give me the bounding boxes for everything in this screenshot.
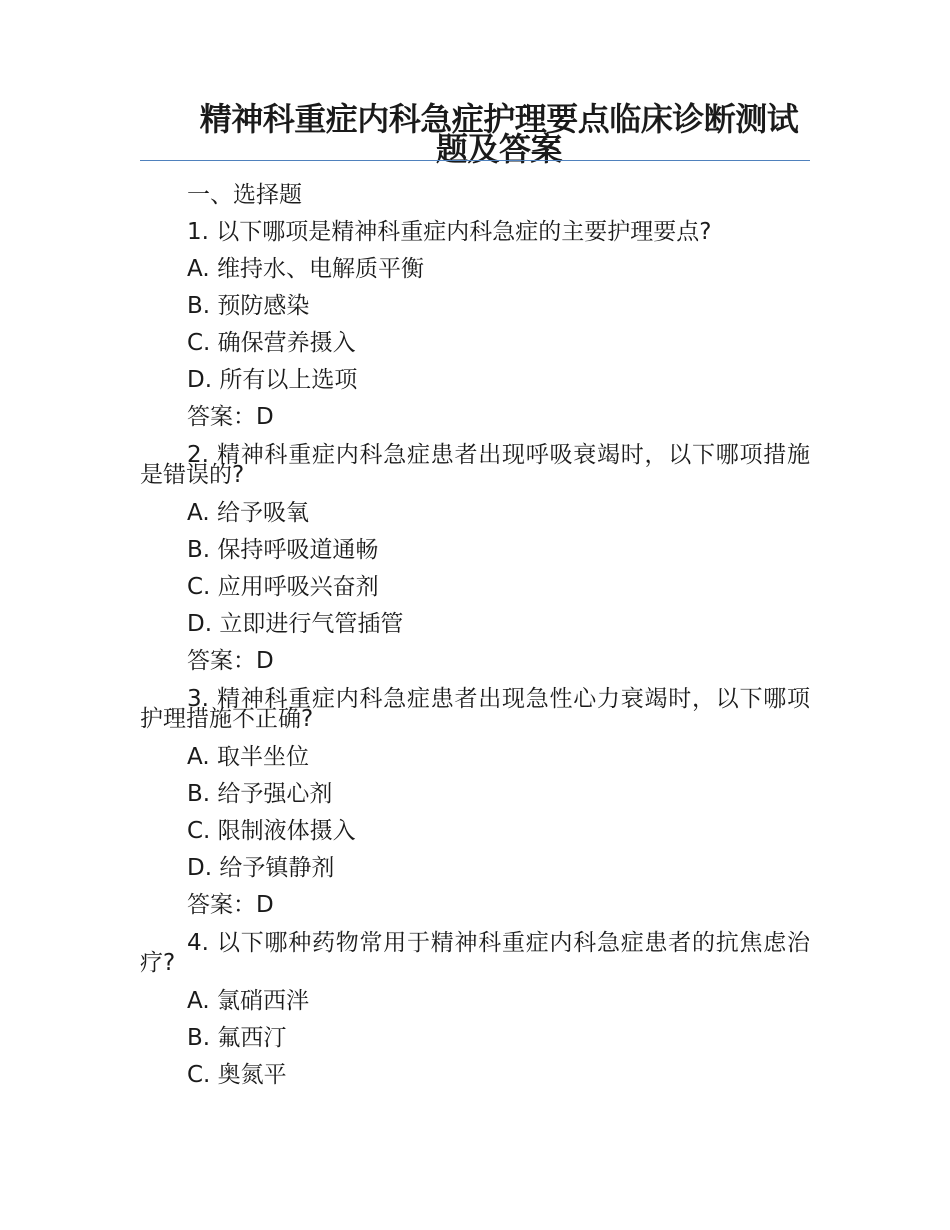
option-a: A. 取半坐位 — [187, 744, 309, 770]
option-c: C. 限制液体摄入 — [187, 818, 356, 844]
option-b: B. 氟西汀 — [187, 1025, 287, 1051]
answer-line: 答案：D — [187, 892, 274, 918]
document-body — [140, 177, 810, 1094]
option-c: C. 应用呼吸兴奋剂 — [187, 574, 379, 600]
option-b: B. 预防感染 — [187, 293, 310, 319]
document-title: 精神科重症内科急症护理要点临床诊断测试题及答案 — [199, 100, 799, 168]
section-heading: 一、选择题 — [187, 182, 302, 208]
title-underline — [140, 160, 810, 161]
option-a: A. 给予吸氧 — [187, 500, 309, 526]
answer-line: 答案：D — [187, 648, 274, 674]
option-a: A. 氯硝西泮 — [187, 988, 309, 1014]
option-c: C. 确保营养摄入 — [187, 330, 356, 356]
question-stem: 3. 精神科重症内科急症患者出现急性心力衰竭时，以下哪项护理措施不正确? — [140, 686, 810, 732]
option-b: B. 保持呼吸道通畅 — [187, 537, 379, 563]
question-stem: 2. 精神科重症内科急症患者出现呼吸衰竭时，以下哪项措施是错误的? — [140, 442, 810, 488]
option-a: A. 维持水、电解质平衡 — [187, 256, 424, 282]
option-c: C. 奥氮平 — [187, 1062, 287, 1088]
question-stem: 1. 以下哪项是精神科重症内科急症的主要护理要点? — [187, 219, 712, 245]
answer-line: 答案：D — [187, 404, 274, 430]
option-d: D. 立即进行气管插管 — [187, 611, 404, 637]
option-d: D. 所有以上选项 — [187, 367, 358, 393]
question-stem: 4. 以下哪种药物常用于精神科重症内科急症患者的抗焦虑治疗? — [140, 930, 810, 976]
option-b: B. 给予强心剂 — [187, 781, 333, 807]
option-d: D. 给予镇静剂 — [187, 855, 335, 881]
